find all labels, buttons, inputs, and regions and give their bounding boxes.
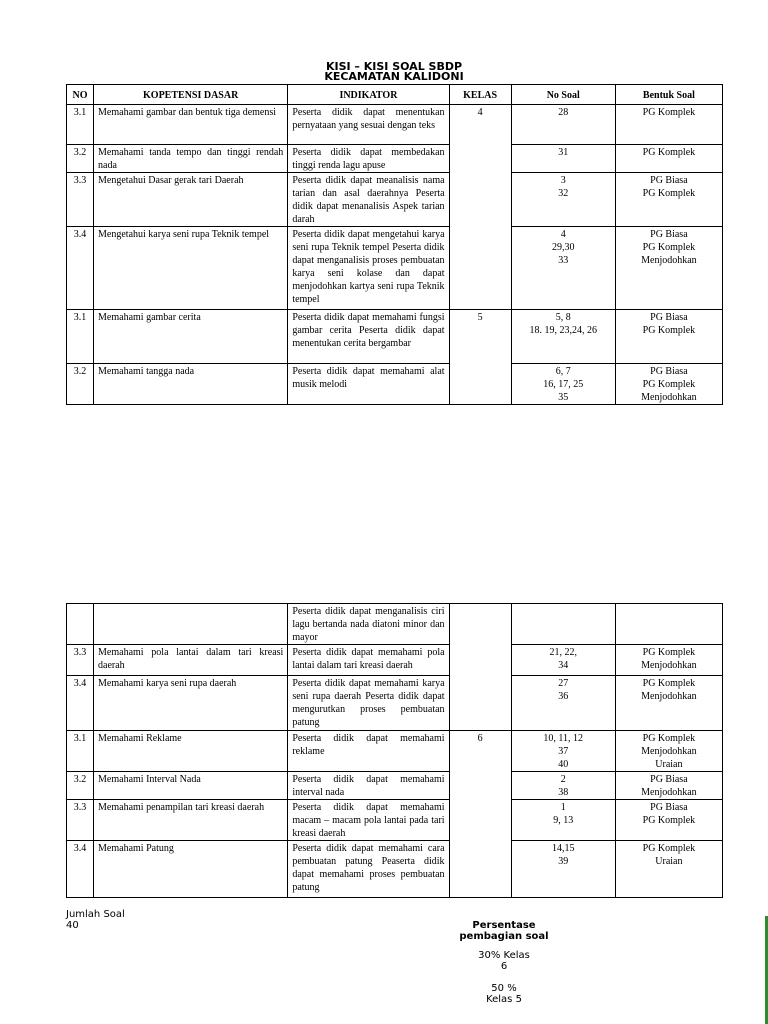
- no-soal-value: 37: [558, 746, 569, 757]
- bentuk-soal-value: PG Biasa: [650, 774, 688, 785]
- bentuk-soal-value: PG Komplek: [642, 188, 696, 199]
- bentuk-soal-value: Menjodohkan: [641, 691, 697, 702]
- cell-kelas: [449, 676, 511, 731]
- persentase-kelas5-line1: 50 %: [491, 983, 517, 994]
- cell-no-soal: [511, 731, 615, 772]
- cell-kelas: 6: [449, 731, 511, 772]
- cell-kompetensi: Memahami penampilan tari kreasi daerah: [94, 800, 288, 841]
- table-row: [67, 105, 723, 145]
- persentase-title-1: Persentase: [472, 920, 536, 931]
- cell-no-soal: [511, 645, 615, 676]
- cell-no-soal: [511, 145, 615, 173]
- table-row: [67, 772, 723, 800]
- cell-bentuk-soal: [615, 772, 722, 800]
- cell-bentuk-soal: [615, 645, 722, 676]
- no-soal-value: 3: [560, 175, 566, 186]
- table-row: [67, 676, 723, 731]
- no-soal-value: 5, 8: [555, 312, 571, 323]
- no-soal-value: 38: [558, 787, 569, 798]
- cell-bentuk-soal: [615, 841, 722, 898]
- persentase-kelas6-line1: 30% Kelas: [478, 950, 530, 961]
- no-soal-value: 6, 7: [555, 366, 571, 377]
- title-line-1: KISI – KISI SOAL SBDP: [325, 60, 463, 73]
- cell-kelas: [449, 173, 511, 227]
- bentuk-soal-value: Menjodohkan: [641, 746, 697, 757]
- cell-no: 3.1: [67, 731, 94, 772]
- cell-indikator: Peserta didik dapat menentukan pernyataan yang sesuai dengan teks: [288, 105, 449, 145]
- cell-indikator: Peserta didik dapat memahami reklame: [288, 731, 449, 772]
- cell-no: 3.2: [67, 145, 94, 173]
- table-1-body: [67, 105, 723, 405]
- cell-kelas: [449, 364, 511, 405]
- cell-no-soal: [511, 173, 615, 227]
- bentuk-soal-value: PG Komplek: [642, 379, 696, 390]
- bentuk-soal-value: Uraian: [655, 759, 683, 770]
- no-soal-value: 31: [558, 147, 569, 158]
- kisi-table-2: [66, 603, 723, 898]
- cell-no: 3.2: [67, 364, 94, 405]
- bentuk-soal-value: PG Komplek: [642, 678, 696, 689]
- cell-bentuk-soal: [615, 227, 722, 310]
- cell-kelas: [449, 227, 511, 310]
- bentuk-soal-value: PG Komplek: [642, 733, 696, 744]
- cell-no: 3.1: [67, 105, 94, 145]
- cell-kompetensi: Mengetahui karya seni rupa Teknik tempel: [94, 227, 288, 310]
- persentase-kelas5-line2: Kelas 5: [486, 994, 522, 1005]
- cell-bentuk-soal: [615, 105, 722, 145]
- bentuk-soal-value: Menjodohkan: [641, 660, 697, 671]
- no-soal-value: 16, 17, 25: [543, 379, 584, 390]
- cell-bentuk-soal: [615, 173, 722, 227]
- bentuk-soal-value: PG Biasa: [650, 802, 688, 813]
- bentuk-soal-value: PG Komplek: [642, 107, 696, 118]
- cell-bentuk-soal: [615, 676, 722, 731]
- cell-kompetensi: Memahami tangga nada: [94, 364, 288, 405]
- no-soal-value: 4: [560, 229, 566, 240]
- table-row: [67, 800, 723, 841]
- cell-no-soal: [511, 772, 615, 800]
- cell-indikator: Peserta didik dapat memahami pola lantai dalam tari kreasi daerah: [288, 645, 449, 676]
- cell-bentuk-soal: [615, 364, 722, 405]
- cell-bentuk-soal: [615, 604, 722, 645]
- bentuk-soal-value: PG Komplek: [642, 647, 696, 658]
- cell-kompetensi: Mengetahui Dasar gerak tari Daerah: [94, 173, 288, 227]
- bentuk-soal-value: PG Komplek: [642, 325, 696, 336]
- cell-no: 3.4: [67, 676, 94, 731]
- bentuk-soal-value: PG Biasa: [650, 229, 688, 240]
- jumlah-soal-block: [66, 909, 125, 931]
- header-no-soal: No Soal: [511, 85, 615, 105]
- cell-bentuk-soal: [615, 800, 722, 841]
- no-soal-value: 32: [558, 188, 569, 199]
- cell-indikator: Peserta didik dapat mengetahui karya seni rupa Teknik tempel Peserta didik dapat menganalisis proses pembuatan karya seni kolase dan dapat menjodohkan kartya seni rupa Teknik tempel: [288, 227, 449, 310]
- cell-kelas: [449, 841, 511, 898]
- no-soal-value: 36: [558, 691, 569, 702]
- cell-no: 3.3: [67, 645, 94, 676]
- table-row: [67, 841, 723, 898]
- bentuk-soal-value: Menjodohkan: [641, 392, 697, 403]
- table-header-row: [67, 85, 723, 105]
- no-soal-value: 33: [558, 255, 569, 266]
- cell-bentuk-soal: [615, 145, 722, 173]
- bentuk-soal-value: PG Komplek: [642, 843, 696, 854]
- persentase-block: [440, 920, 568, 1005]
- no-soal-value: 14,15: [551, 843, 575, 854]
- cell-no-soal: [511, 800, 615, 841]
- cell-indikator: Peserta didik dapat memahami fungsi gambar cerita Peserta didik dapat menentukan cerita bergambar: [288, 310, 449, 364]
- cell-kompetensi: Memahami Patung: [94, 841, 288, 898]
- cell-kompetensi: Memahami gambar cerita: [94, 310, 288, 364]
- document-title: [66, 62, 722, 82]
- cell-bentuk-soal: [615, 731, 722, 772]
- cell-kelas: [449, 145, 511, 173]
- table-row: [67, 645, 723, 676]
- cell-kompetensi: Memahami gambar dan bentuk tiga demensi: [94, 105, 288, 145]
- cell-kelas: [449, 645, 511, 676]
- cell-no: 3.4: [67, 227, 94, 310]
- cell-kelas: 5: [449, 310, 511, 364]
- cell-no: 3.1: [67, 310, 94, 364]
- cell-kelas: [449, 772, 511, 800]
- bentuk-soal-value: Menjodohkan: [641, 787, 697, 798]
- no-soal-value: 39: [558, 856, 569, 867]
- cell-bentuk-soal: [615, 310, 722, 364]
- bentuk-soal-value: PG Komplek: [642, 242, 696, 253]
- cell-no-soal: [511, 676, 615, 731]
- no-soal-value: 1: [560, 802, 566, 813]
- cell-indikator: Peserta didik dapat memahami alat musik melodi: [288, 364, 449, 405]
- no-soal-value: 40: [558, 759, 569, 770]
- cell-no-soal: [511, 364, 615, 405]
- header-bentuk-soal: Bentuk Soal: [615, 85, 722, 105]
- cell-kompetensi: Memahami Reklame: [94, 731, 288, 772]
- persentase-kelas6-line2: 6: [500, 961, 508, 972]
- no-soal-value: 34: [558, 660, 569, 671]
- cell-indikator: Peserta didik dapat membedakan tinggi renda lagu apuse: [288, 145, 449, 173]
- header-indikator: INDIKATOR: [288, 85, 449, 105]
- no-soal-value: 9, 13: [553, 815, 574, 826]
- table-row: [67, 364, 723, 405]
- jumlah-soal-value: 40: [66, 920, 79, 931]
- no-soal-value: 27: [558, 678, 569, 689]
- cell-kompetensi: [94, 604, 288, 645]
- bentuk-soal-value: Uraian: [655, 856, 683, 867]
- cell-indikator: Peserta didik dapat memahami karya seni rupa daerah Peserta didik dapat mengurutkan proses pembuatan patung: [288, 676, 449, 731]
- cell-indikator: Peserta didik dapat memahami cara pembuatan patung Peaserta didik dapat memahami proses pembuatan patung: [288, 841, 449, 898]
- cell-indikator: Peserta didik dapat menganalisis ciri lagu bertanda nada diatoni minor dan mayor: [288, 604, 449, 645]
- bentuk-soal-value: PG Komplek: [642, 815, 696, 826]
- title-line-2: KECAMATAN KALIDONI: [324, 70, 464, 83]
- cell-no: 3.2: [67, 772, 94, 800]
- cell-indikator: Peserta didik dapat memahami macam – macam pola lantai pada tari kreasi daerah: [288, 800, 449, 841]
- bentuk-soal-value: PG Biasa: [650, 366, 688, 377]
- cell-no-soal: [511, 604, 615, 645]
- cell-no: [67, 604, 94, 645]
- cell-no: 3.4: [67, 841, 94, 898]
- cell-kompetensi: Memahami pola lantai dalam tari kreasi daerah: [94, 645, 288, 676]
- cell-indikator: Peserta didik dapat meanalisis nama tarian dan asal daerahnya Peserta didik dapat menanalisis Aspek tarian darah: [288, 173, 449, 227]
- table-row: [67, 310, 723, 364]
- header-kelas: KELAS: [449, 85, 511, 105]
- cell-indikator: Peserta didik dapat memahami interval nada: [288, 772, 449, 800]
- cell-no: 3.3: [67, 173, 94, 227]
- bentuk-soal-value: PG Komplek: [642, 147, 696, 158]
- cell-no-soal: [511, 105, 615, 145]
- jumlah-soal-label: Jumlah Soal: [66, 909, 125, 920]
- cell-kompetensi: Memahami Interval Nada: [94, 772, 288, 800]
- cell-no-soal: [511, 310, 615, 364]
- bentuk-soal-value: PG Biasa: [650, 312, 688, 323]
- no-soal-value: 28: [558, 107, 569, 118]
- cell-no-soal: [511, 841, 615, 898]
- cell-kompetensi: Memahami karya seni rupa daerah: [94, 676, 288, 731]
- cell-kelas: [449, 604, 511, 645]
- no-soal-value: 21, 22,: [549, 647, 577, 658]
- cell-kompetensi: Memahami tanda tempo dan tinggi rendah nada: [94, 145, 288, 173]
- header-no: NO: [67, 85, 94, 105]
- no-soal-value: 35: [558, 392, 569, 403]
- no-soal-value: 29,30: [551, 242, 575, 253]
- bentuk-soal-value: PG Biasa: [650, 175, 688, 186]
- table-row: [67, 731, 723, 772]
- table-2-body: [67, 604, 723, 898]
- no-soal-value: 18. 19, 23,24, 26: [529, 325, 597, 336]
- no-soal-value: 2: [560, 774, 566, 785]
- kisi-table-1: [66, 84, 723, 405]
- header-kompetensi-dasar: KOPETENSI DASAR: [94, 85, 288, 105]
- no-soal-value: 10, 11, 12: [543, 733, 584, 744]
- table-row: [67, 145, 723, 173]
- cell-kelas: [449, 800, 511, 841]
- table-row: [67, 173, 723, 227]
- persentase-title-2: pembagian soal: [459, 931, 549, 942]
- table-row: [67, 604, 723, 645]
- table-row: [67, 227, 723, 310]
- cell-no: 3.3: [67, 800, 94, 841]
- cell-no-soal: [511, 227, 615, 310]
- bentuk-soal-value: Menjodohkan: [641, 255, 697, 266]
- cell-kelas: 4: [449, 105, 511, 145]
